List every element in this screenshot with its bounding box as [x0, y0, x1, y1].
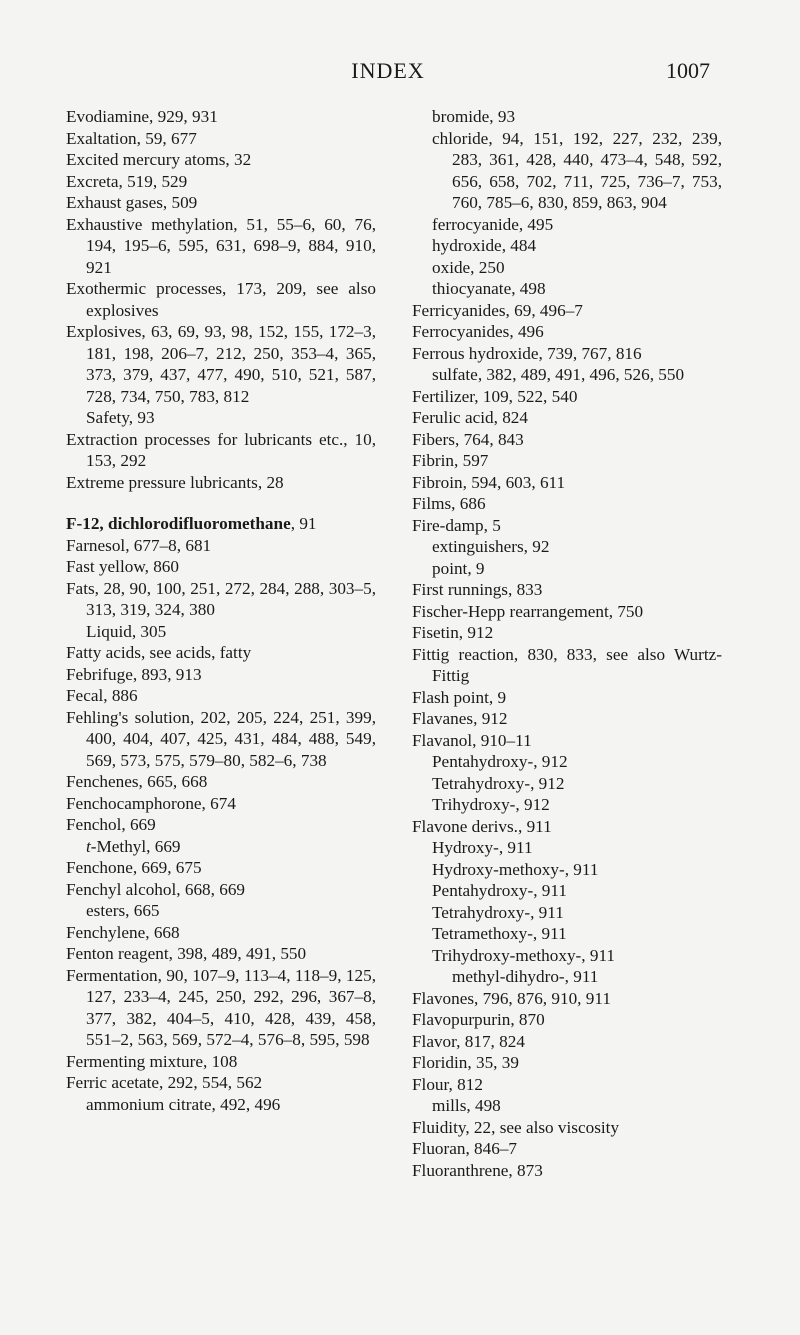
index-entry-text: Films, 686 [412, 494, 486, 513]
index-entry-text: Trihydroxy-methoxy-, 911 [432, 945, 616, 965]
index-subentry [66, 621, 376, 643]
index-entry [412, 450, 722, 472]
index-entry-text: Flavor, 817, 824 [412, 1031, 525, 1051]
index-subentry [412, 966, 722, 988]
index-entry-text: bromide, 93 [432, 107, 516, 126]
index-entry-text: Liquid, 305 [86, 621, 167, 641]
index-entry-text: point, 9 [432, 558, 485, 578]
index-subentry [412, 106, 722, 128]
index-entry-text: Fenchylene, 668 [66, 922, 180, 942]
index-entry-text: Fats, 28, 90, 100, 251, 272, 284, 288, 303–5, 313, 319, 324, 380 [66, 578, 376, 619]
index-entry-text: Fibrin, 597 [412, 451, 489, 470]
index-entry-text: F-12, dichlorodifluoromethane, 91 [66, 514, 317, 533]
index-subentry [412, 257, 722, 279]
index-entry-text: t-Methyl, 669 [86, 836, 181, 856]
index-entry [66, 472, 376, 494]
index-entry [412, 687, 722, 709]
index-subentry [66, 407, 376, 429]
index-entry [66, 429, 376, 472]
index-entry-text: Extreme pressure lubricants, 28 [66, 472, 284, 492]
index-entry-text: Pentahydroxy-, 911 [432, 881, 567, 900]
index-entry [412, 1138, 722, 1160]
index-entry [412, 622, 722, 644]
index-entry-text: Excreta, 519, 529 [66, 171, 188, 191]
index-entry-text: Ferrocyanides, 496 [412, 322, 544, 341]
index-entry [412, 321, 722, 343]
index-entry-text: Hydroxy-methoxy-, 911 [432, 859, 599, 879]
index-entry-text: ferrocyanide, 495 [432, 214, 554, 234]
index-entry [66, 707, 376, 772]
index-entry [66, 879, 376, 901]
index-entry-text: Fertilizer, 109, 522, 540 [412, 386, 578, 406]
index-entry-text: Fisetin, 912 [412, 623, 494, 642]
index-subentry [412, 751, 722, 773]
index-entry [66, 642, 376, 664]
index-entry-text: ammonium citrate, 492, 496 [86, 1094, 281, 1114]
index-entry-text: Exothermic processes, 173, 209, see also explosives [66, 279, 376, 320]
index-entry [412, 579, 722, 601]
index-entry [412, 708, 722, 730]
index-entry-text: Flavanol, 910–11 [412, 730, 532, 750]
index-entry-text: Fenchone, 669, 675 [66, 858, 202, 877]
index-entry-text: thiocyanate, 498 [432, 279, 546, 298]
index-entry-text: extinguishers, 92 [432, 537, 550, 556]
index-entry-text: Fermenting mixture, 108 [66, 1051, 238, 1071]
index-entry [412, 343, 722, 365]
index-entry [66, 321, 376, 407]
index-subentry [412, 837, 722, 859]
index-subentry [412, 235, 722, 257]
index-entry-text: Flour, 812 [412, 1074, 483, 1094]
index-entry [66, 943, 376, 965]
index-entry-text: Exaltation, 59, 677 [66, 128, 197, 148]
index-entry-text: Fire-damp, 5 [412, 515, 501, 535]
index-column-right [412, 106, 722, 1181]
index-entry-text: Fenchyl alcohol, 668, 669 [66, 879, 246, 899]
index-subentry [66, 836, 376, 858]
index-entry [66, 149, 376, 171]
index-subentry [412, 902, 722, 924]
index-entry-text: Farnesol, 677–8, 681 [66, 535, 212, 555]
index-subentry [412, 536, 722, 558]
index-entry-text: Ferulic acid, 824 [412, 408, 528, 427]
index-entry-text: Tetramethoxy-, 911 [432, 924, 567, 943]
index-subentry [412, 945, 722, 967]
index-entry [66, 535, 376, 557]
index-entry-text: First runnings, 833 [412, 580, 543, 599]
index-entry [412, 1160, 722, 1182]
index-entry-text: Extraction processes for lubricants etc., 10, 153, 292 [66, 429, 376, 470]
index-entry-text: Flavone derivs., 911 [412, 816, 552, 836]
index-entry-text: Explosives, 63, 69, 93, 98, 152, 155, 172–3, 181, 198, 206–7, 212, 250, 353–4, 365, 373, 379, 437, 477, 490, 510, 521, 587, 728, 734, 750, 783, 812 [66, 322, 376, 406]
index-entry-text: Hydroxy-, 911 [432, 838, 533, 857]
index-subentry [66, 900, 376, 922]
index-entry-text: Fibers, 764, 843 [412, 429, 524, 449]
index-entry [412, 601, 722, 623]
index-subentry [412, 364, 722, 386]
index-entry-text: Exhaustive methylation, 51, 55–6, 60, 76, 194, 195–6, 595, 631, 698–9, 884, 910, 921 [66, 214, 376, 277]
index-entry [412, 300, 722, 322]
index-entry-text: Exhaust gases, 509 [66, 193, 198, 212]
page-number: 1007 [666, 58, 710, 83]
index-entry-text: Flavones, 796, 876, 910, 911 [412, 988, 611, 1008]
index-entry-text: esters, 665 [86, 901, 160, 920]
index-entry-text: Fermentation, 90, 107–9, 113–4, 118–9, 125, 127, 233–4, 245, 250, 292, 296, 367–8, 377, 382, 404–5, 410, 428, 439, 458, 551–2, 563, 569, 572–4, 576–8, 595, 598 [66, 965, 376, 1049]
index-entry [412, 816, 722, 838]
index-entry-text: hydroxide, 484 [432, 236, 537, 255]
index-entry-text: Evodiamine, 929, 931 [66, 107, 218, 126]
index-entry-text: Fecal, 886 [66, 686, 138, 705]
index-entry [412, 472, 722, 494]
index-subentry [412, 558, 722, 580]
index-entry-text: Floridin, 35, 39 [412, 1053, 519, 1072]
index-subentry [412, 923, 722, 945]
index-subentry [412, 859, 722, 881]
index-entry-text: Tetrahydroxy-, 912 [432, 773, 565, 793]
index-entry-text: Fenchenes, 665, 668 [66, 772, 208, 791]
index-entry [66, 278, 376, 321]
index-entry-text: oxide, 250 [432, 257, 505, 277]
index-entry [412, 429, 722, 451]
index-entry-text: Fluoran, 846–7 [412, 1139, 518, 1158]
index-entry [412, 493, 722, 515]
index-entry [66, 922, 376, 944]
index-entry [412, 644, 722, 687]
index-entry-text: chloride, 94, 151, 192, 227, 232, 239, 283, 361, 428, 440, 473–4, 548, 592, 656, 658, 702, 711, 725, 736–7, 753, 760, 785–6, 830, 859, 863, 904 [432, 128, 722, 212]
index-entry-text: Ferrous hydroxide, 739, 767, 816 [412, 343, 642, 363]
index-subentry [412, 128, 722, 214]
index-entry-text: Safety, 93 [86, 408, 155, 427]
index-entry [66, 128, 376, 150]
index-entry-text: Flavopurpurin, 870 [412, 1010, 545, 1029]
index-entry-text: Fenton reagent, 398, 489, 491, 550 [66, 944, 307, 963]
page-title: INDEX [351, 58, 425, 83]
index-entry-text: Fehling's solution, 202, 205, 224, 251, 399, 400, 404, 407, 425, 431, 484, 488, 549, 569, 573, 575, 579–80, 582–6, 738 [66, 707, 376, 770]
index-entry-text: Flash point, 9 [412, 687, 507, 707]
index-entry-text: methyl-dihydro-, 911 [452, 967, 599, 986]
index-entry-text: Ferric acetate, 292, 554, 562 [66, 1073, 263, 1092]
index-entry [66, 578, 376, 621]
index-entry-text: Tetrahydroxy-, 911 [432, 902, 564, 922]
index-entry [66, 664, 376, 686]
index-entry [412, 988, 722, 1010]
index-entry-text: Flavanes, 912 [412, 709, 508, 728]
index-subentry [412, 794, 722, 816]
index-entry [412, 1031, 722, 1053]
index-entry-text: Fluidity, 22, see also viscosity [412, 1117, 620, 1137]
index-entry-text: Fluoranthrene, 873 [412, 1160, 543, 1180]
index-entry [66, 793, 376, 815]
page-header [66, 58, 710, 84]
index-entry-text: Fenchol, 669 [66, 815, 156, 834]
index-entry-text: Fibroin, 594, 603, 611 [412, 472, 566, 492]
index-entry [66, 556, 376, 578]
index-subentry [412, 214, 722, 236]
index-entry [66, 771, 376, 793]
index-entry [412, 407, 722, 429]
index-entry [66, 1072, 376, 1094]
index-entry [412, 386, 722, 408]
index-entry [66, 685, 376, 707]
index-entry-text: Fischer-Hepp rearrangement, 750 [412, 601, 644, 621]
index-entry [66, 513, 376, 535]
index-entry [412, 1117, 722, 1139]
index-entry [66, 965, 376, 1051]
index-entry-text: Fittig reaction, 830, 833, see also Wurtz-Fittig [412, 644, 722, 685]
index-entry-text: Febrifuge, 893, 913 [66, 664, 202, 684]
index-entry [66, 214, 376, 279]
index-subentry [66, 1094, 376, 1116]
index-entry [66, 106, 376, 128]
index-entry-text: Trihydroxy-, 912 [432, 795, 550, 814]
index-entry [66, 857, 376, 879]
index-entry [66, 1051, 376, 1073]
index-entry-text: mills, 498 [432, 1096, 501, 1115]
index-entry-text: Pentahydroxy-, 912 [432, 752, 568, 771]
index-entry [412, 730, 722, 752]
index-entry-text: sulfate, 382, 489, 491, 496, 526, 550 [432, 365, 685, 384]
index-subentry [412, 1095, 722, 1117]
index-entry-text: Ferricyanides, 69, 496–7 [412, 300, 583, 320]
index-entry [66, 814, 376, 836]
index-entry-text: Fast yellow, 860 [66, 557, 179, 576]
index-entry [66, 192, 376, 214]
index-entry [412, 515, 722, 537]
index-entry-text: Fenchocamphorone, 674 [66, 793, 236, 813]
index-entry [412, 1009, 722, 1031]
index-subentry [412, 773, 722, 795]
index-subentry [412, 278, 722, 300]
index-entry-text: Fatty acids, see acids, fatty [66, 643, 252, 662]
index-column-left [66, 106, 376, 1115]
index-subentry [412, 880, 722, 902]
index-entry [66, 171, 376, 193]
index-entry-text: Excited mercury atoms, 32 [66, 150, 252, 169]
index-entry [412, 1074, 722, 1096]
index-entry [412, 1052, 722, 1074]
